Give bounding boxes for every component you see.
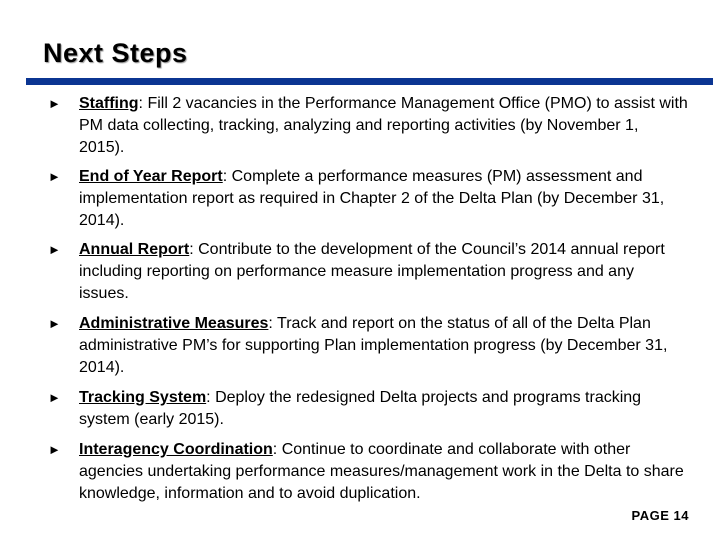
list-item [48, 166, 688, 232]
list-item [48, 439, 688, 505]
list-item [48, 239, 688, 305]
item-heading: Staffing [79, 95, 139, 112]
bullet-arrow-icon: ► [48, 390, 61, 405]
bullet-arrow-icon: ► [48, 242, 61, 257]
page-number: PAGE 14 [631, 508, 689, 523]
item-body: : Deploy the redesigned Delta projects and programs tracking system (early 2015). [79, 389, 642, 428]
list-item [48, 313, 688, 379]
item-heading: Annual Report [79, 241, 190, 258]
list-item [48, 93, 688, 159]
bullet-arrow-icon: ► [48, 169, 61, 184]
list-item [48, 387, 688, 431]
item-heading: Tracking System [79, 389, 207, 406]
item-heading: Administrative Measures [79, 315, 269, 332]
item-heading: Interagency Coordination [79, 441, 273, 458]
item-body: : Contribute to the development of the Council’s 2014 annual report including reporting on performance measure implementation progress and any issues. [79, 241, 665, 302]
title-divider [26, 78, 713, 85]
slide-title: Next Steps [43, 38, 188, 68]
item-body: : Complete a performance measures (PM) assessment and implementation report as required in Chapter 2 of the Delta Plan (by December 31, 2014). [79, 168, 665, 229]
bullet-arrow-icon: ► [48, 96, 61, 111]
item-body: : Continue to coordinate and collaborate with other agencies undertaking performance measures/management work in the Delta to share knowledge, information and to avoid duplication. [79, 441, 684, 502]
bullet-arrow-icon: ► [48, 442, 61, 457]
item-heading: End of Year Report [79, 168, 223, 185]
item-body: : Track and report on the status of all of the Delta Plan administrative PM’s for supporting Plan implementation progress (by December 31, 2014). [79, 315, 668, 376]
item-body: : Fill 2 vacancies in the Performance Management Office (PMO) to assist with PM data collecting, tracking, analyzing and reporting activities (by November 1, 2015). [79, 95, 688, 156]
bullet-arrow-icon: ► [48, 316, 61, 331]
